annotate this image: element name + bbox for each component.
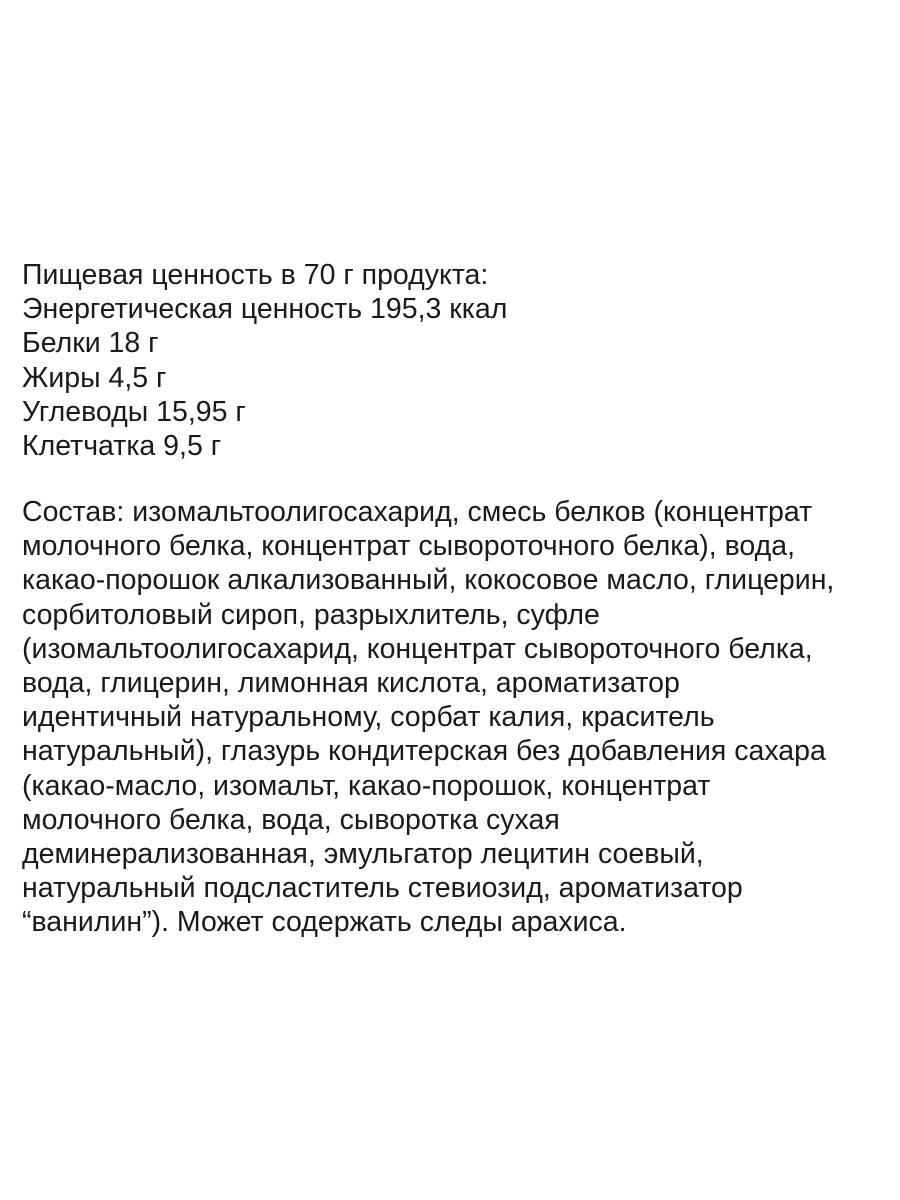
nutrition-facts-block: [22, 258, 882, 463]
ingredients-line: натуральный подсластитель стевиозид, ароматизатор: [22, 872, 743, 905]
ingredients-line: сорбитоловый сироп, разрыхлитель, суфле: [22, 598, 600, 631]
ingredients-line: “ванилин”). Может содержать следы арахиса.: [22, 906, 627, 939]
ingredients-line: деминерализованная, эмульгатор лецитин соевый,: [22, 838, 704, 871]
ingredients-line: молочного белка, вода, сыворотка сухая: [22, 803, 560, 836]
ingredients-line: идентичный натуральному, сорбат калия, краситель: [22, 701, 715, 734]
ingredients-line: (какао-масло, изомальт, какао-порошок, концентрат: [22, 769, 711, 802]
fiber-line: Клетчатка 9,5 г: [22, 430, 222, 463]
ingredients-line: натуральный), глазурь кондитерская без добавления сахара: [22, 735, 826, 768]
protein-line: Белки 18 г: [22, 327, 159, 360]
ingredients-block: [22, 495, 882, 940]
nutrition-heading: Пищевая ценность в 70 г продукта:: [22, 259, 489, 291]
ingredients-line: Состав: изомальтоолигосахарид, смесь белков (концентрат: [22, 496, 813, 528]
fat-line: Жиры 4,5 г: [22, 361, 167, 394]
carbohydrates-line: Углеводы 15,95 г: [22, 395, 246, 428]
ingredients-line: вода, глицерин, лимонная кислота, ароматизатор: [22, 667, 680, 700]
ingredients-line: (изомальтоолигосахарид, концентрат сывороточного белка,: [22, 632, 813, 665]
ingredients-line: молочного белка, концентрат сывороточного белка), вода,: [22, 530, 796, 563]
energy-value-line: Энергетическая ценность 195,3 ккал: [22, 293, 508, 326]
ingredients-line: какао-порошок алкализованный, кокосовое масло, глицерин,: [22, 564, 835, 597]
